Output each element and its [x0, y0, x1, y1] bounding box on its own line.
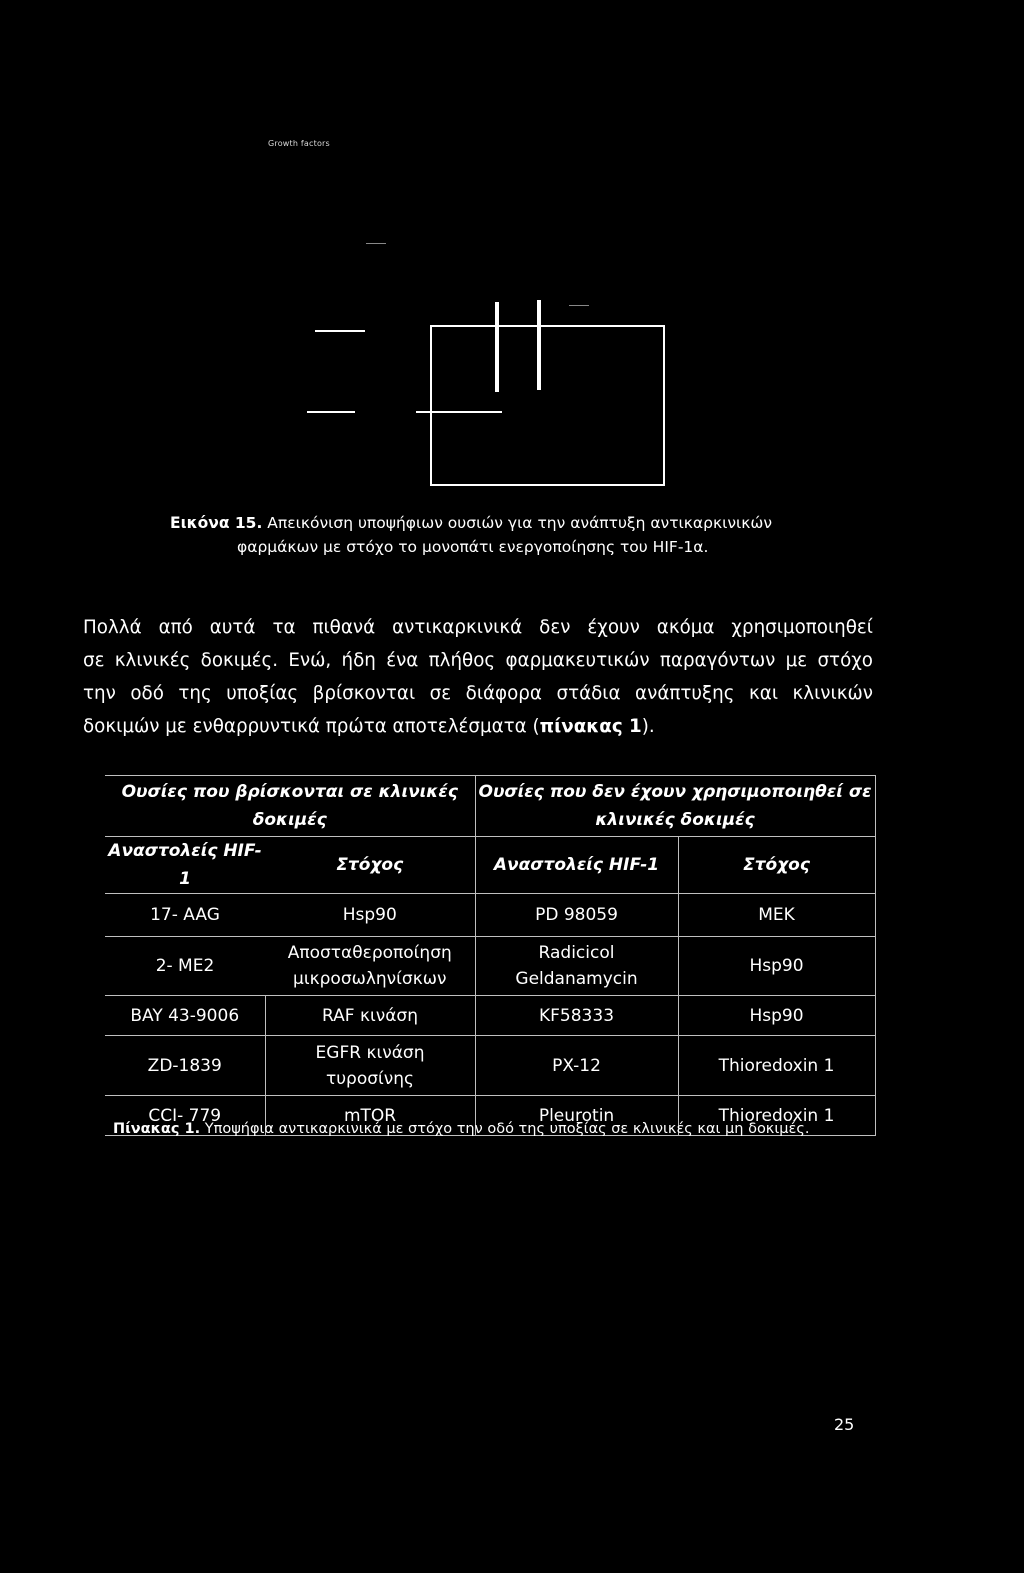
table-cell: CCI- 779: [105, 1096, 265, 1136]
table-reference-link: πίνακας 1: [539, 716, 642, 737]
page-number: 25: [834, 1415, 855, 1434]
subheader-inhibitors-nonclinical: Αναστολείς HIF-1: [475, 837, 678, 894]
table-cell: 2- ME2: [105, 937, 265, 996]
table-cell: 17- AAG: [105, 894, 265, 937]
figure-bar-2: [537, 300, 541, 390]
table-row: [105, 937, 875, 996]
table-cell: Thioredoxin 1: [678, 1036, 875, 1096]
figure-dash-right: [569, 305, 589, 306]
figure-line-left-top: [315, 330, 365, 332]
figure-caption-line2: φαρμάκων με στόχο το μονοπάτι ενεργοποίησης του HIF-1α.: [237, 538, 709, 556]
figure-line-left-bottom: [307, 411, 355, 413]
table-cell: mTOR: [265, 1096, 475, 1136]
figure-caption-prefix: Εικόνα 15.: [170, 514, 263, 532]
figure-bar-1: [495, 302, 499, 392]
group-header-clinical: Ουσίες που βρίσκονται σε κλινικές δοκιμές: [105, 776, 475, 837]
table-caption: [113, 1121, 809, 1137]
paragraph-line-4-end: ).: [641, 716, 655, 737]
table-cell: PX-12: [475, 1036, 678, 1096]
figure-label: Growth factors: [268, 139, 330, 148]
table-cell: Hsp90: [678, 996, 875, 1036]
table-cell: RAF κινάση: [265, 996, 475, 1036]
figure-diagram: [0, 0, 1024, 500]
table-cell: KF58333: [475, 996, 678, 1036]
table-row: [105, 894, 875, 937]
table-cell: Hsp90: [678, 937, 875, 996]
subheader-target-nonclinical: Στόχος: [678, 837, 875, 894]
subheader-inhibitors-clinical: Αναστολείς HIF-1: [105, 837, 265, 894]
table-cell: Hsp90: [265, 894, 475, 937]
table-cell: PD 98059: [475, 894, 678, 937]
table-cell: Thioredoxin 1: [678, 1096, 875, 1136]
table-cell: Pleurotin: [475, 1096, 678, 1136]
table-cell: Αποσταθεροποίηση μικροσωληνίσκων: [265, 937, 475, 996]
table-cell: Radicicol Geldanamycin: [475, 937, 678, 996]
table-caption-prefix: Πίνακας 1.: [113, 1121, 201, 1137]
paragraph-line-4-text: δοκιμών με ενθαρρυντικά πρώτα αποτελέσματα (: [83, 716, 540, 737]
paragraph-line-3: την οδό της υποξίας βρίσκονται σε διάφορα στάδια ανάπτυξης και κλινικών: [83, 683, 873, 704]
figure-caption: [170, 511, 870, 559]
subheader-target-clinical: Στόχος: [265, 837, 475, 894]
table-cell: BAY 43-9006: [105, 996, 265, 1036]
paragraph-line-1: Πολλά από αυτά τα πιθανά αντικαρκινικά δεν έχουν ακόμα χρησιμοποιηθεί: [83, 617, 873, 638]
figure-box: [430, 325, 665, 486]
paragraph-line-4: [83, 710, 873, 743]
table-cell: ZD-1839: [105, 1036, 265, 1096]
body-paragraph: [83, 611, 873, 743]
table-cell: EGFR κινάση τυροσίνης: [265, 1036, 475, 1096]
table-row: [105, 1036, 875, 1096]
table-caption-text: Υποψήφια αντικαρκινικά με στόχο την οδό της υποξίας σε κλινικές και μη δοκιμές.: [200, 1121, 810, 1137]
figure-caption-line1: Απεικόνιση υποψήφιων ουσιών για την ανάπτυξη αντικαρκινικών: [262, 514, 773, 532]
group-header-nonclinical: Ουσίες που δεν έχουν χρησιμοποιηθεί σε κλινικές δοκιμές: [475, 776, 875, 837]
table-row: [105, 996, 875, 1036]
table-cell: MEK: [678, 894, 875, 937]
paragraph-line-2: σε κλινικές δοκιμές. Ενώ, ήδη ένα πλήθος φαρμακευτικών παραγόντων με στόχο: [83, 650, 873, 671]
figure-dash-top: [366, 243, 386, 244]
substances-table: [105, 775, 876, 1136]
